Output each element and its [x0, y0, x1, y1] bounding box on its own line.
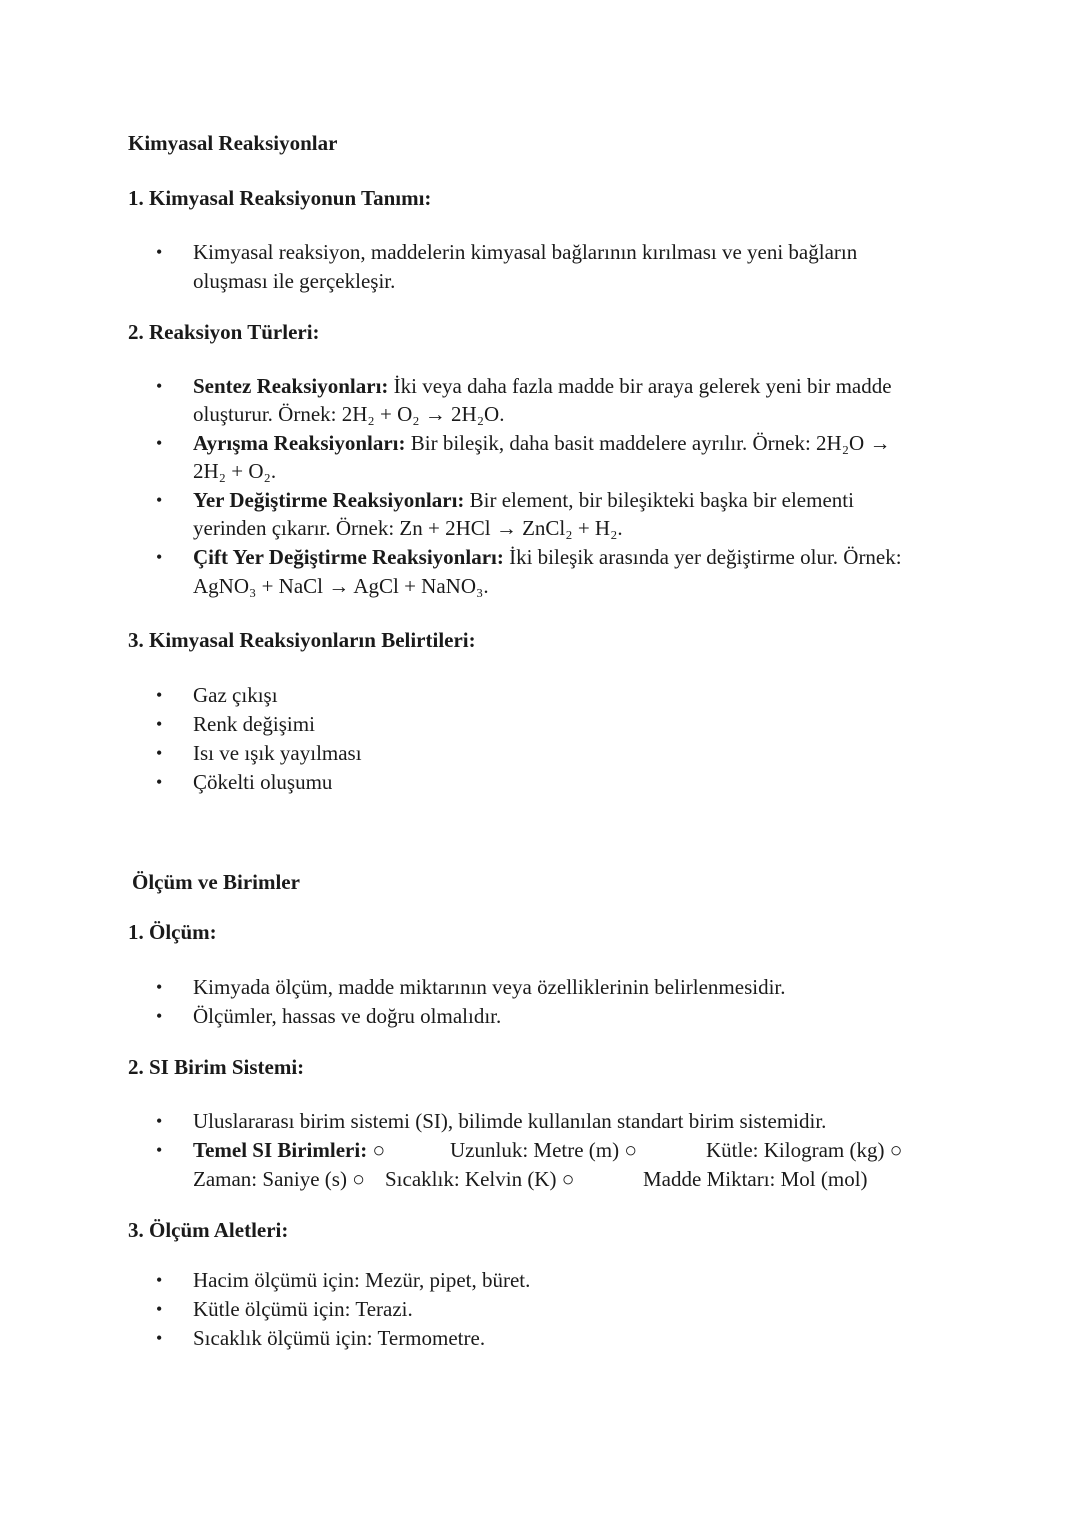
bullet-icon: • [156, 743, 163, 763]
bullet-icon: • [156, 1006, 163, 1026]
term-label: Sentez Reaksiyonları: [193, 374, 389, 398]
subsection-heading: 3. Kimyasal Reaksiyonların Belirtileri: [128, 628, 476, 652]
list-item: Uluslararası birim sistemi (SI), bilimde kullanılan standart birim sistemidir. [193, 1109, 827, 1133]
bullet-icon: • [156, 1328, 163, 1348]
bullet-icon: • [156, 1299, 163, 1319]
term-description: Bir bileşik, daha basit maddelere ayrılır. Örnek: 2H₂O → [405, 431, 891, 455]
bullet-icon: • [156, 772, 163, 792]
list-item-line: Kimyasal reaksiyon, maddelerin kimyasal bağlarının kırılması ve yeni bağların [193, 240, 858, 264]
subsection-heading: 3. Ölçüm Aletleri: [128, 1218, 289, 1242]
bullet-icon: • [156, 977, 163, 997]
list-item: Isı ve ışık yayılması [193, 741, 362, 765]
term-description: İki veya daha fazla madde bir araya gelerek yeni bir madde [388, 374, 892, 398]
list-item-line: 2H₂ + O₂. [193, 459, 277, 483]
unit-temperature: Sıcaklık: Kelvin (K) ○ [385, 1167, 575, 1191]
bullet-icon: • [156, 490, 163, 510]
bullet-icon: • [156, 242, 163, 262]
subsection-heading: 1. Kimyasal Reaksiyonun Tanımı: [128, 186, 432, 210]
subsection-heading: 2. SI Birim Sistemi: [128, 1055, 305, 1079]
list-item: Gaz çıkışı [193, 683, 278, 707]
unit-amount: Madde Miktarı: Mol (mol) [643, 1167, 868, 1191]
list-item [193, 486, 854, 515]
list-item [193, 543, 902, 572]
unit-time: Zaman: Saniye (s) ○ [193, 1167, 365, 1191]
subsection-heading: 2. Reaksiyon Türleri: [128, 320, 320, 344]
term-description: Bir element, bir bileşikteki başka bir elementi [464, 488, 854, 512]
term-label: Temel SI Birimleri: [193, 1138, 368, 1162]
list-item: Renk değişimi [193, 712, 315, 736]
list-item [193, 429, 890, 458]
bullet-icon: • [156, 1270, 163, 1290]
unit-length: Uzunluk: Metre (m) ○ [450, 1138, 638, 1162]
list-item-si-units [193, 1136, 385, 1165]
bullet-icon: • [156, 1111, 163, 1131]
list-item-line: oluşması ile gerçekleşir. [193, 269, 396, 293]
bullet-icon: • [156, 376, 163, 396]
unit-mass: Kütle: Kilogram (kg) ○ [706, 1138, 903, 1162]
list-item-line: yerinden çıkarır. Örnek: Zn + 2HCl → ZnCl₂ + H₂. [193, 516, 623, 540]
list-item: Sıcaklık ölçümü için: Termometre. [193, 1326, 486, 1350]
term-label: Yer Değiştirme Reaksiyonları: [193, 488, 465, 512]
sub-bullet-icon: ○ [372, 1138, 386, 1162]
term-description: İki bileşik arasında yer değiştirme olur. Örnek: [503, 545, 902, 569]
list-item: Hacim ölçümü için: Mezür, pipet, büret. [193, 1268, 531, 1292]
bullet-icon: • [156, 547, 163, 567]
list-item: Çökelti oluşumu [193, 770, 333, 794]
list-item: Kütle ölçümü için: Terazi. [193, 1297, 413, 1321]
list-item: Ölçümler, hassas ve doğru olmalıdır. [193, 1004, 502, 1028]
list-item-line: oluşturur. Örnek: 2H₂ + O₂ → 2H₂O. [193, 402, 505, 426]
bullet-icon: • [156, 433, 163, 453]
term-label: Çift Yer Değiştirme Reaksiyonları: [193, 545, 504, 569]
bullet-icon: • [156, 1140, 163, 1160]
bullet-icon: • [156, 714, 163, 734]
list-item [193, 372, 892, 401]
section-title-olcum-ve-birimler: Ölçüm ve Birimler [132, 870, 300, 894]
bullet-icon: • [156, 685, 163, 705]
subsection-heading: 1. Ölçüm: [128, 920, 217, 944]
term-label: Ayrışma Reaksiyonları: [193, 431, 406, 455]
list-item: Kimyada ölçüm, madde miktarının veya özelliklerinin belirlenmesidir. [193, 975, 786, 999]
section-title-kimyasal-reaksiyonlar: Kimyasal Reaksiyonlar [128, 131, 338, 155]
list-item-line: AgNO₃ + NaCl → AgCl + NaNO₃. [193, 574, 489, 598]
